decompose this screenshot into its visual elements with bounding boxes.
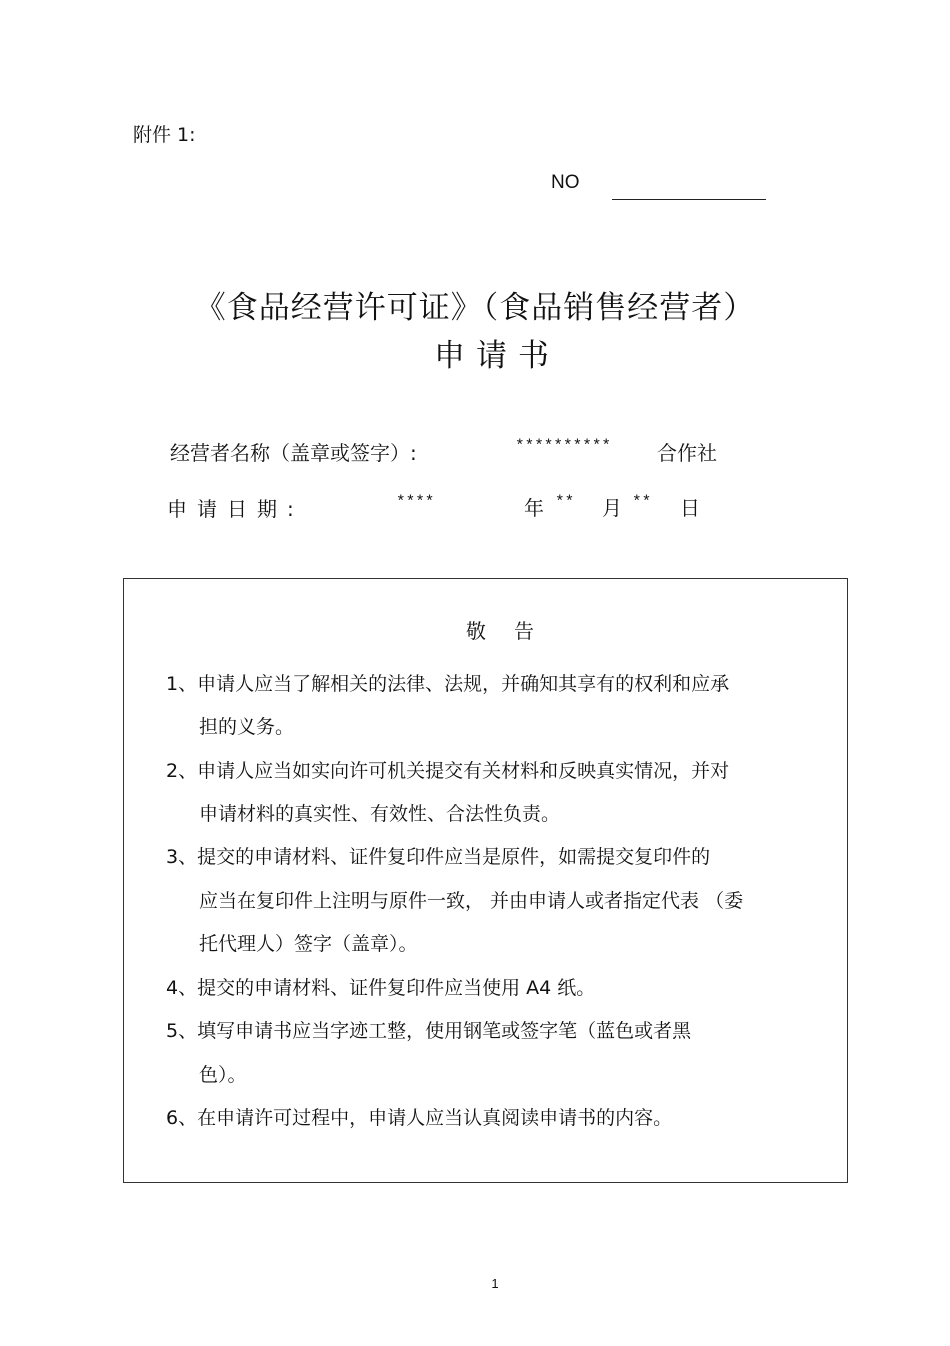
document-subtitle: 申请书 [434,338,560,374]
date-day-value: ** [632,493,652,511]
notice-item-4-line-1: 4、提交的申请材料、证件复印件应当使用 A4 纸。 [166,977,596,999]
notice-item-3-line-2: 应当在复印件上注明与原件一致， 并由申请人或者指定代表 （委 [199,890,744,912]
notice-title: 敬告 [466,619,562,643]
notice-item-2-line-2: 申请材料的真实性、有效性、合法性负责。 [199,803,561,825]
notice-item-5-line-1: 5、填写申请书应当字迹工整，使用钢笔或签字笔（蓝色或者黑 [166,1020,692,1042]
date-month-unit: 月 [602,496,622,520]
notice-item-3-line-1: 3、提交的申请材料、证件复印件应当是原件，如需提交复印件的 [166,846,711,868]
notice-item-6-line-1: 6、在申请许可过程中，申请人应当认真阅读申请书的内容。 [166,1107,673,1129]
operator-name-value: ********** [515,437,612,455]
notice-box [123,578,848,1183]
notice-item-3-line-3: 托代理人）签字（盖章）。 [199,933,418,955]
number-label: NO [551,172,580,193]
operator-name-suffix: 合作社 [657,441,717,465]
date-year-unit: 年 [524,496,544,520]
notice-item-1-line-2: 担的义务。 [199,716,295,738]
application-date-label: 申请日期: [167,497,304,521]
notice-item-2-line-1: 2、申请人应当如实向许可机关提交有关材料和反映真实情况，并对 [166,760,730,782]
operator-name-label: 经营者名称（盖章或签字）: [170,441,417,465]
date-month-value: ** [555,493,575,511]
page-number: 1 [491,1276,499,1291]
date-year-value: **** [396,493,435,511]
notice-item-1-line-1: 1、申请人应当了解相关的法律、法规，并确知其享有的权利和应承 [166,673,730,695]
attachment-label: 附件 1: [133,124,196,146]
date-day-unit: 日 [680,496,700,520]
document-title: 《食品经营许可证》（食品销售经营者） [194,290,756,326]
number-field-line [612,199,766,200]
notice-item-5-line-2: 色）。 [199,1064,247,1086]
